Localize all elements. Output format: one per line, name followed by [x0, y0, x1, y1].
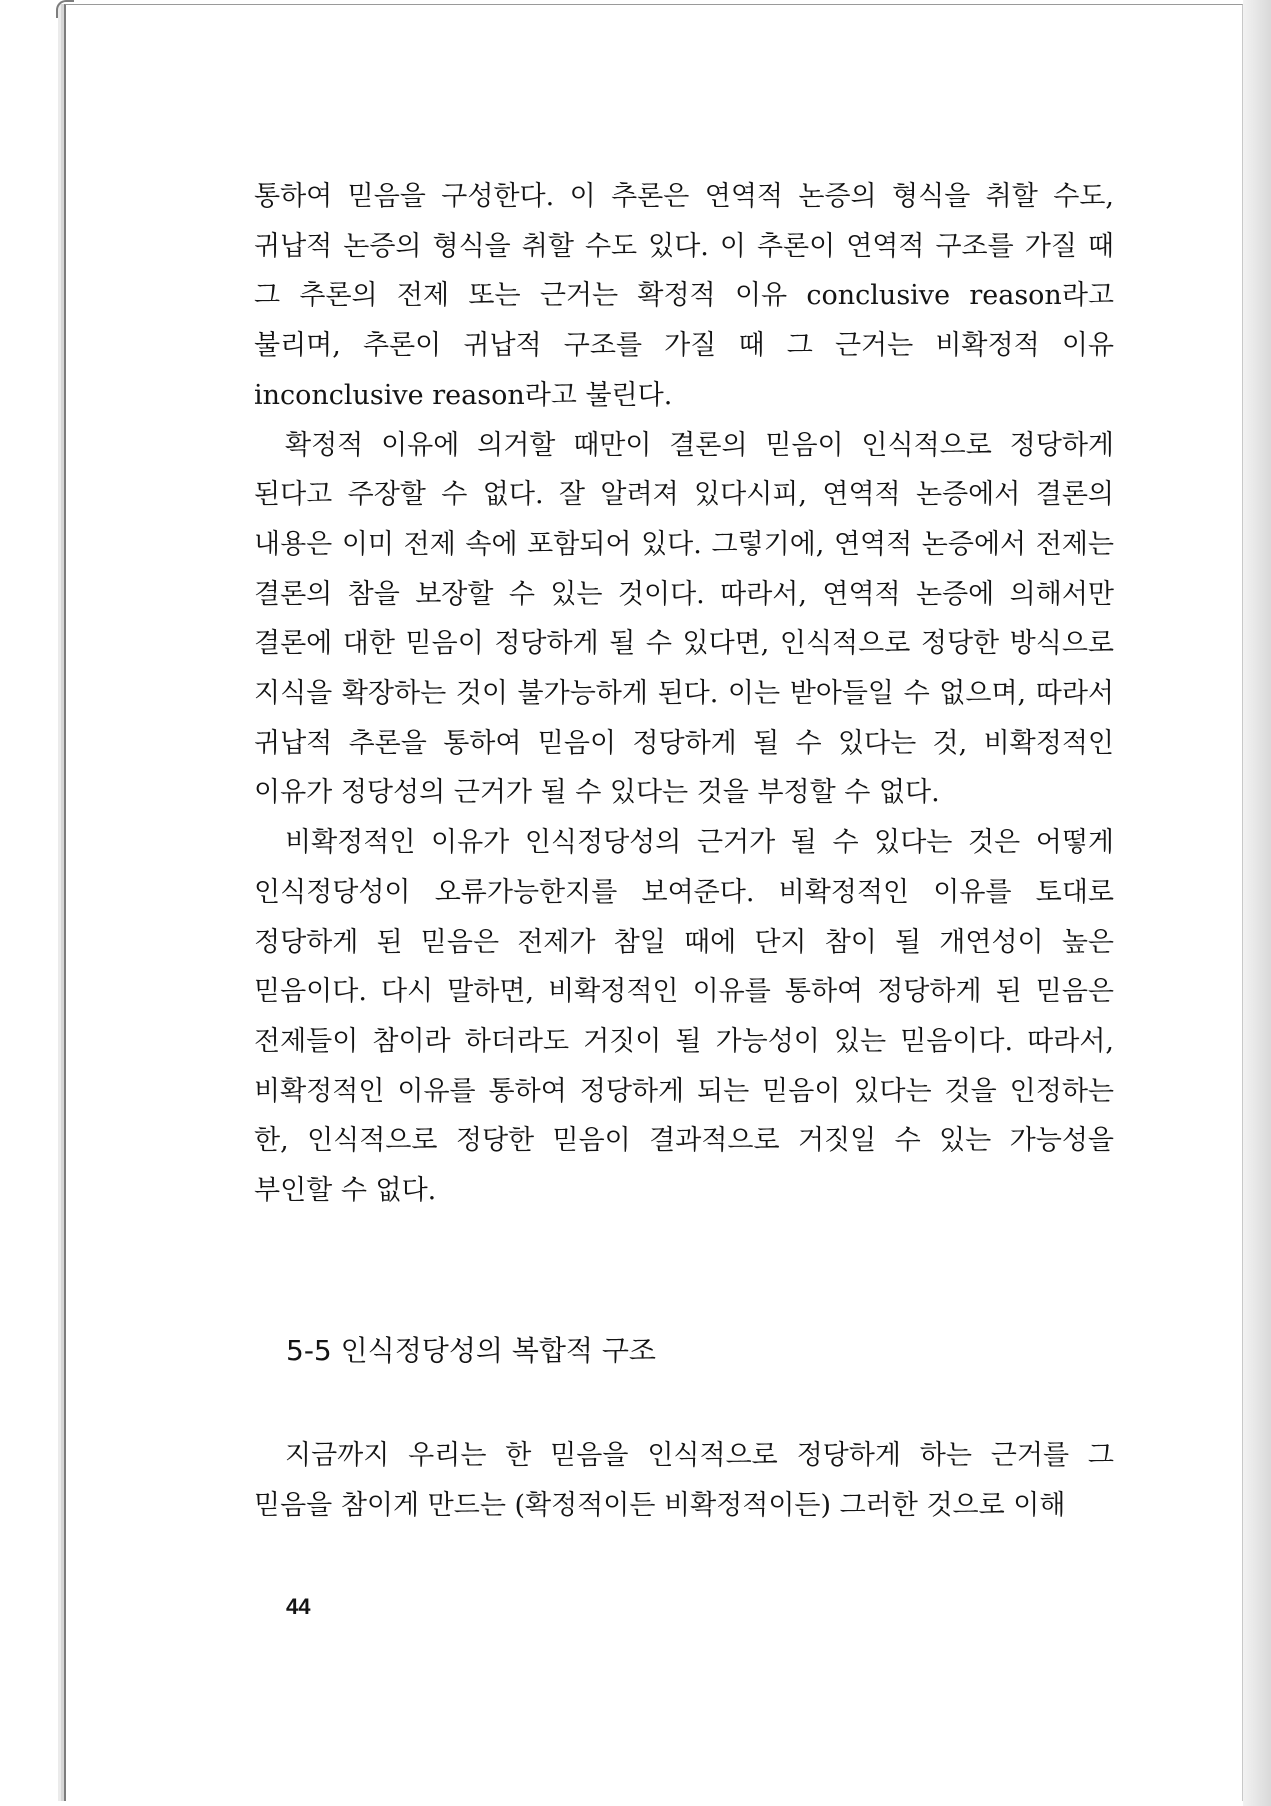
paragraph-continuation: 통하여 믿음을 구성한다. 이 추론은 연역적 논증의 형식을 취할 수도, 귀납적 논증의 형식을 취할 수도 있다. 이 추론이 연역적 구조를 가질 때 그 추론의 전제 또는 근거는 확정적 이유 conclusive reason라고 불리며, 추론이 귀납적 구조를 가질 때 그 근거는 비확정적 이유 inconclusive reason라고 불린다.	[254, 181, 1114, 411]
paragraph-section-start: 지금까지 우리는 한 믿음을 인식적으로 정당하게 하는 근거를 그 믿음을 참이게 만드는 (확정적이든 비확정적이든) 그러한 것으로 이해	[254, 1440, 1114, 1521]
paragraph-conclusive-reason: 확정적 이유에 의거할 때만이 결론의 믿음이 인식적으로 정당하게 된다고 주장할 수 없다. 잘 알려져 있다시피, 연역적 논증에서 결론의 내용은 이미 전제 속에 포함되어 있다. 그렇기에, 연역적 논증에서 전제는 결론의 참을 보장할 수 있는 것이다. 따라서, 연역적 논증에 의해서만 결론에 대한 믿음이 정당하게 될 수 있다면, 인식적으로 정당한 방식으로 지식을 확장하는 것이 불가능하게 된다. 이는 받아들일 수 없으며, 따라서 귀납적 추론을 통하여 믿음이 정당하게 될 수 있다는 것, 비확정적인 이유가 정당성의 근거가 될 수 있다는 것을 부정할 수 없다.	[254, 429, 1114, 809]
page-edge-shadow	[1243, 0, 1271, 1806]
page-number: 44	[286, 1594, 311, 1619]
section-heading: 5-5 인식정당성의 복합적 구조	[286, 1334, 656, 1367]
section-body-text	[254, 1431, 1114, 1530]
paragraph-inconclusive-reason: 비확정적인 이유가 인식정당성의 근거가 될 수 있다는 것은 어떻게 인식정당성이 오류가능한지를 보여준다. 비확정적인 이유를 토대로 정당하게 된 믿음은 전제가 참일 때에 단지 참이 될 개연성이 높은 믿음이다. 다시 말하면, 비확정적인 이유를 통하여 정당하게 된 믿음은 전제들이 참이라 하더라도 거짓이 될 가능성이 있는 믿음이다. 따라서, 비확정적인 이유를 통하여 정당하게 되는 믿음이 있다는 것을 인정하는 한, 인식적으로 정당한 믿음이 결과적으로 거짓일 수 있는 가능성을 부인할 수 없다.	[254, 827, 1114, 1207]
body-text	[254, 172, 1114, 1216]
page-corner-curl	[56, 0, 74, 18]
